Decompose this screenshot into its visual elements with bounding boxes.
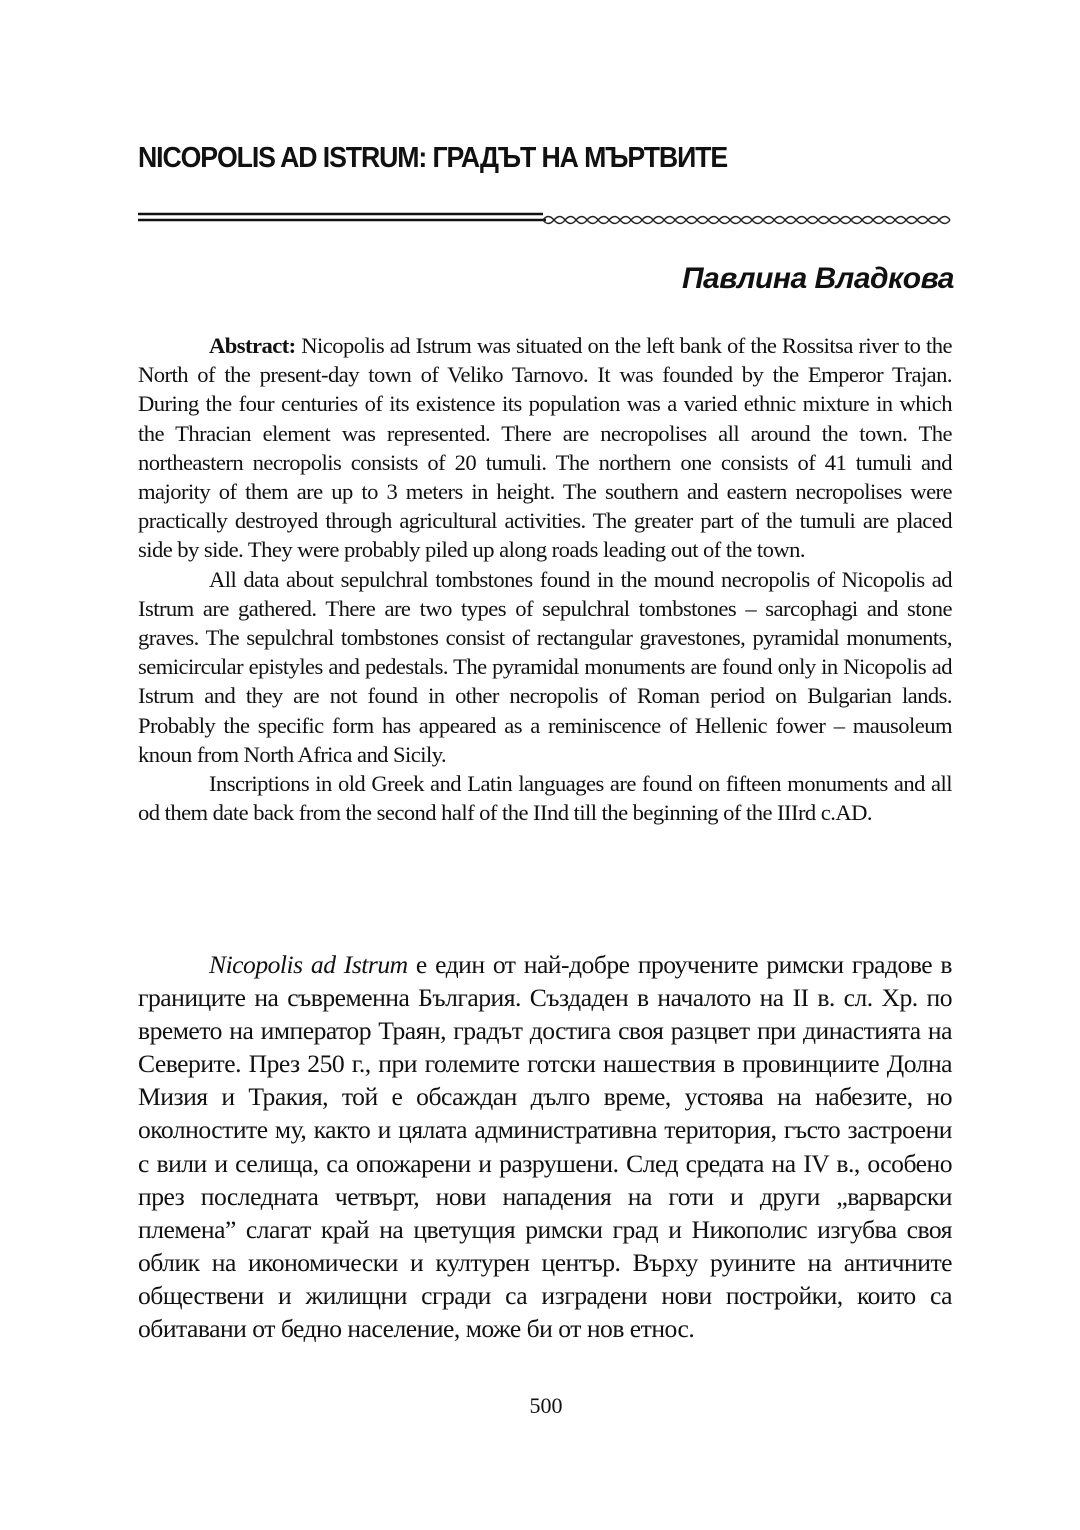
author-name: Павлина Владкова [681,262,954,295]
abstract-label: Abstract: [209,333,296,358]
abstract-paragraph-text: Nicopolis ad Istrum was situated on the left bank of the Rossitsa river to the North of the present-day town of Veliko Tarnovo. It was founded by the Emperor Trajan. During the four centuries of its existence its population was a varied ethnic mixture in which the Thracian element was represented. There are necropolises all around the town. The northeastern necropolis consists of 20 tumuli. The northern one consists of 41 tumuli and majority of them are up to 3 meters in height. The southern and eastern necropolises were practically destroyed through agricultural activities. The greater part of the tumuli are placed side by side. They were probably piled up along roads leading out of the town. [138,333,952,563]
main-body [138,948,952,1345]
body-paragraph [138,948,952,1345]
abstract-paragraph [138,331,952,565]
decorative-rope-divider [138,208,958,228]
article-title: NICOPOLIS AD ISTRUM: ГРАДЪТ НА МЪРТВИТЕ [138,142,728,174]
italic-city-name: Nicopolis ad Istrum [209,950,408,979]
body-paragraph-text: е един от най-добре проучените римски градове в границите на съвременна България. Създаден в началото на II в. сл. Хр. по времето на император Траян, градът достига своя разцвет при династията на Северите. През 250 г., при големите готски нашествия в провинциите Долна Мизия и Тракия, той е обсаждан дълго време, устоява на набезите, но околностите му, както и цялата административна територия, гъсто застроени с вили и селища, са опожарени и разрушени. След средата на IV в., особено през последната четвърт, нови нападения на готи и други „варварски племена” слагат край на цветущия римски град и Никополис изгубва своя облик на икономически и културен център. Върху руините на античните обществени и жилищни сгради са изградени нови постройки, които са обитавани от бедно население, може би от нов етнос. [138,950,953,1344]
abstract-section [138,331,952,827]
abstract-paragraph: Inscriptions in old Greek and Latin languages are found on fifteen monuments and all od them date back from the second half of the IInd till the beginning of the IIIrd c.AD. [138,771,952,826]
page-number: 500 [529,1393,563,1418]
abstract-paragraph: All data about sepulchral tombstones found in the mound necropolis of Nicopolis ad Istrum are gathered. There are two types of sepulchral tombstones – sarcophagi and stone graves. The sepulchral tombstones consist of rectangular gravestones, pyramidal monuments, semicircular epistyles and pedestals. The pyramidal monuments are found only in Nicopolis ad Istrum and they are not found in other necropolis of Roman period on Bulgarian lands. Probably the specific form has appeared as a reminiscence of Hellenic fower – mausoleum knoun from North Africa and Sicily. [138,566,952,767]
